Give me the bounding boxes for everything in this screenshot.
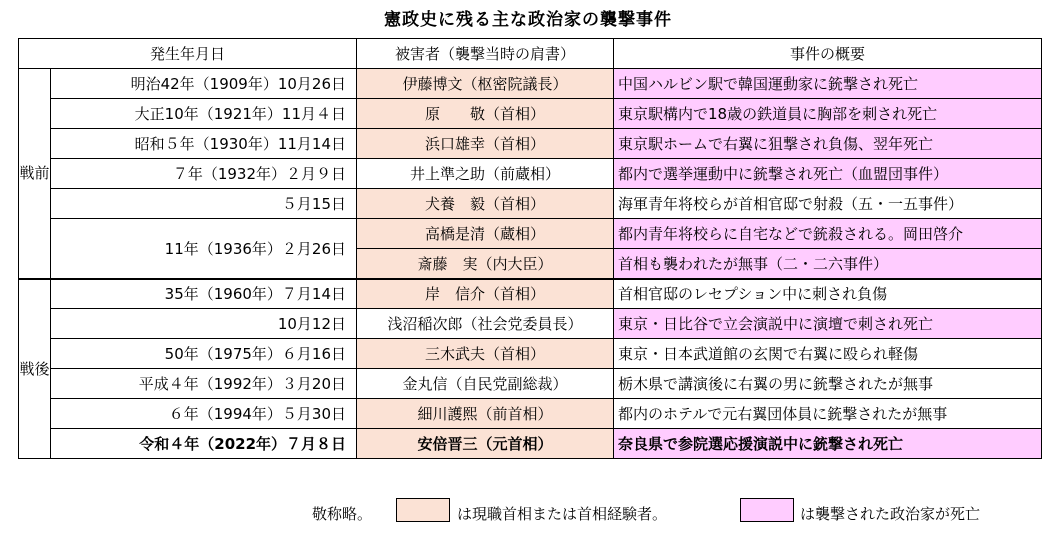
row-victim: 岸 信介（首相） (357, 279, 614, 309)
incident-table (18, 38, 1042, 459)
row-date: 令和４年（2022年）７月８日 (51, 429, 357, 459)
row-date: ５月15日 (51, 189, 357, 219)
era-prewar (19, 69, 51, 279)
row-date: 35年（1960年）７月14日 (51, 279, 357, 309)
row-summary: 都内で選挙運動中に銃撃され死亡（血盟団事件） (614, 159, 1042, 189)
table-row (19, 339, 1042, 369)
row-victim: 斎藤 実（内大臣） (357, 249, 614, 279)
row-victim: 細川護熙（前首相） (357, 399, 614, 429)
row-summary: 首相官邸のレセプション中に刺され負傷 (614, 279, 1042, 309)
table-row (19, 309, 1042, 339)
row-victim: 原 敬（首相） (357, 99, 614, 129)
legend-pm-swatch (396, 498, 450, 522)
era-postwar (19, 279, 51, 459)
table-row (19, 429, 1042, 459)
legend (0, 497, 1056, 527)
row-date: ６年（1994年）５月30日 (51, 399, 357, 429)
header-summary: 事件の概要 (614, 39, 1042, 69)
row-date: 11年（1936年）２月26日 (51, 219, 357, 279)
row-victim: 高橋是清（蔵相） (357, 219, 614, 249)
row-summary: 東京駅ホームで右翼に狙撃され負傷、翌年死亡 (614, 129, 1042, 159)
row-summary: 海軍青年将校らが首相官邸で射殺（五・一五事件） (614, 189, 1042, 219)
table-row (19, 399, 1042, 429)
row-victim: 井上準之助（前蔵相） (357, 159, 614, 189)
era-postwar-label: 戦後 (19, 359, 50, 378)
header-date: 発生年月日 (19, 39, 357, 69)
table-row (19, 129, 1042, 159)
legend-pm-label: は現職首相または首相経験者。 (457, 505, 668, 523)
row-summary: 東京駅構内で18歳の鉄道員に胸部を刺され死亡 (614, 99, 1042, 129)
row-date: 50年（1975年）６月16日 (51, 339, 357, 369)
row-summary: 中国ハルビン駅で韓国運動家に銃撃され死亡 (614, 69, 1042, 99)
row-summary: 都内のホテルで元右翼団体員に銃撃されたが無事 (614, 399, 1042, 429)
row-date: 昭和５年（1930年）11月14日 (51, 129, 357, 159)
row-victim: 金丸信（自民党副総裁） (357, 369, 614, 399)
row-date: 明治42年（1909年）10月26日 (51, 69, 357, 99)
row-summary: 奈良県で参院選応援演説中に銃撃され死亡 (614, 429, 1042, 459)
row-summary: 都内青年将校らに自宅などで銃殺される。岡田啓介 (614, 219, 1042, 249)
row-summary: 首相も襲われたが無事（二・二六事件） (614, 249, 1042, 279)
table-row (19, 369, 1042, 399)
legend-prefix: 敬称略。 (312, 505, 373, 523)
table-row (19, 99, 1042, 129)
legend-dead-swatch (740, 498, 794, 522)
page-title: 憲政史に残る主な政治家の襲撃事件 (384, 10, 672, 30)
row-victim: 浅沼稲次郎（社会党委員長） (357, 309, 614, 339)
row-date: ７年（1932年）２月９日 (51, 159, 357, 189)
era-prewar-label: 戦前 (19, 164, 50, 183)
legend-dead-label: は襲撃された政治家が死亡 (800, 505, 981, 523)
row-summary: 東京・日本武道館の玄関で右翼に殴られ軽傷 (614, 339, 1042, 369)
table-row (19, 159, 1042, 189)
row-victim: 安倍晋三（元首相） (357, 429, 614, 459)
table-row (19, 189, 1042, 219)
row-victim: 浜口雄幸（首相） (357, 129, 614, 159)
table-row (19, 279, 1042, 309)
row-summary: 栃木県で講演後に右翼の男に銃撃されたが無事 (614, 369, 1042, 399)
row-victim: 伊藤博文（枢密院議長） (357, 69, 614, 99)
row-summary: 東京・日比谷で立会演説中に演壇で刺され死亡 (614, 309, 1042, 339)
row-date: 平成４年（1992年）３月20日 (51, 369, 357, 399)
table-row (19, 69, 1042, 99)
row-victim: 三木武夫（首相） (357, 339, 614, 369)
header-victim: 被害者（襲撃当時の肩書） (357, 39, 614, 69)
row-date: 10月12日 (51, 309, 357, 339)
row-date: 大正10年（1921年）11月４日 (51, 99, 357, 129)
table-row (19, 219, 1042, 249)
row-victim: 犬養 毅（首相） (357, 189, 614, 219)
header-row (19, 39, 1042, 69)
